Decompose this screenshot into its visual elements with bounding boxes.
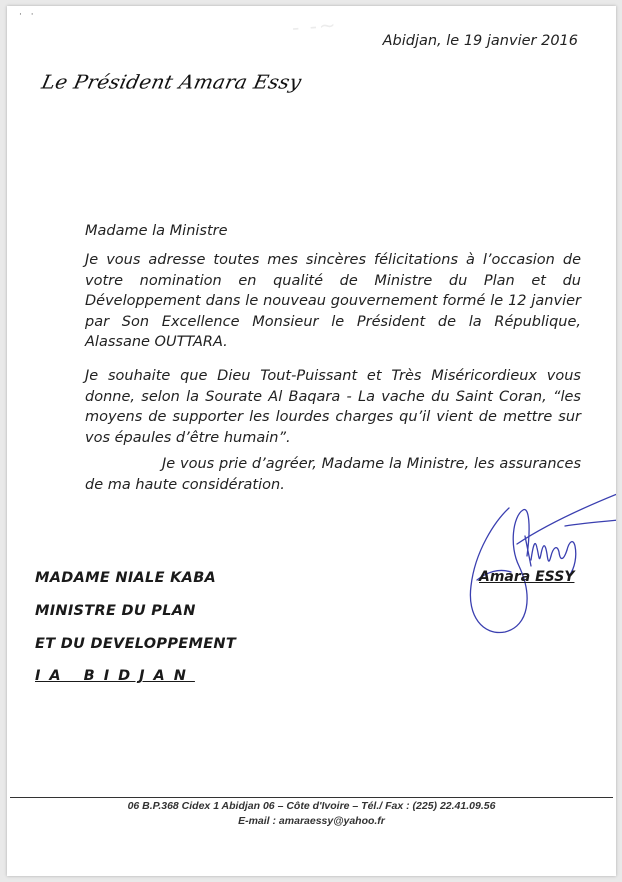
footer-divider <box>10 797 613 798</box>
signer-name: Amara ESSY <box>479 569 575 585</box>
recipient-department: ET DU DEVELOPPEMENT <box>35 636 237 652</box>
paragraph-wishes: Je souhaite que Dieu Tout-Puissant et Très Miséricordieux vous donne, selon la Sourate Al Baqara - La vache du Saint Coran, “les moyens de supporter les lourdes charges qu’il vient de mettre sur vos épaules d’être humain”. <box>85 368 581 446</box>
scan-specks: · · <box>19 10 37 20</box>
recipient-name: MADAME NIALE KABA <box>35 570 217 586</box>
recipient-city: IA BIDJAN <box>35 668 195 684</box>
handwritten-signature <box>447 476 616 646</box>
letterhead: Le Président Amara Essy <box>39 70 304 94</box>
letter-page <box>7 6 616 876</box>
salutation: Madame la Ministre <box>85 223 228 239</box>
footer-address: 06 B.P.368 Cidex 1 Abidjan 06 – Côte d'Ivoire – Tél./ Fax : (225) 22.41.09.56 <box>127 800 496 812</box>
paragraph-congratulations: Je vous adresse toutes mes sincères félicitations à l’occasion de votre nomination en qualité de Ministre du Plan et du Développement dans le nouveau gouvernement formé le 12 janvier par Son Excellence Monsieur le Président de la République, Alassane OUTTARA. <box>85 252 581 350</box>
recipient-title: MINISTRE DU PLAN <box>35 603 196 619</box>
paragraph-closing: Je vous prie d’agréer, Madame la Ministre, les assurances de ma haute considération. <box>85 456 581 493</box>
bleed-through-marks: - -~ <box>291 12 339 40</box>
date-line: Abidjan, le 19 janvier 2016 <box>382 33 578 49</box>
footer-email: E-mail : amaraessy@yahoo.fr <box>238 815 385 827</box>
